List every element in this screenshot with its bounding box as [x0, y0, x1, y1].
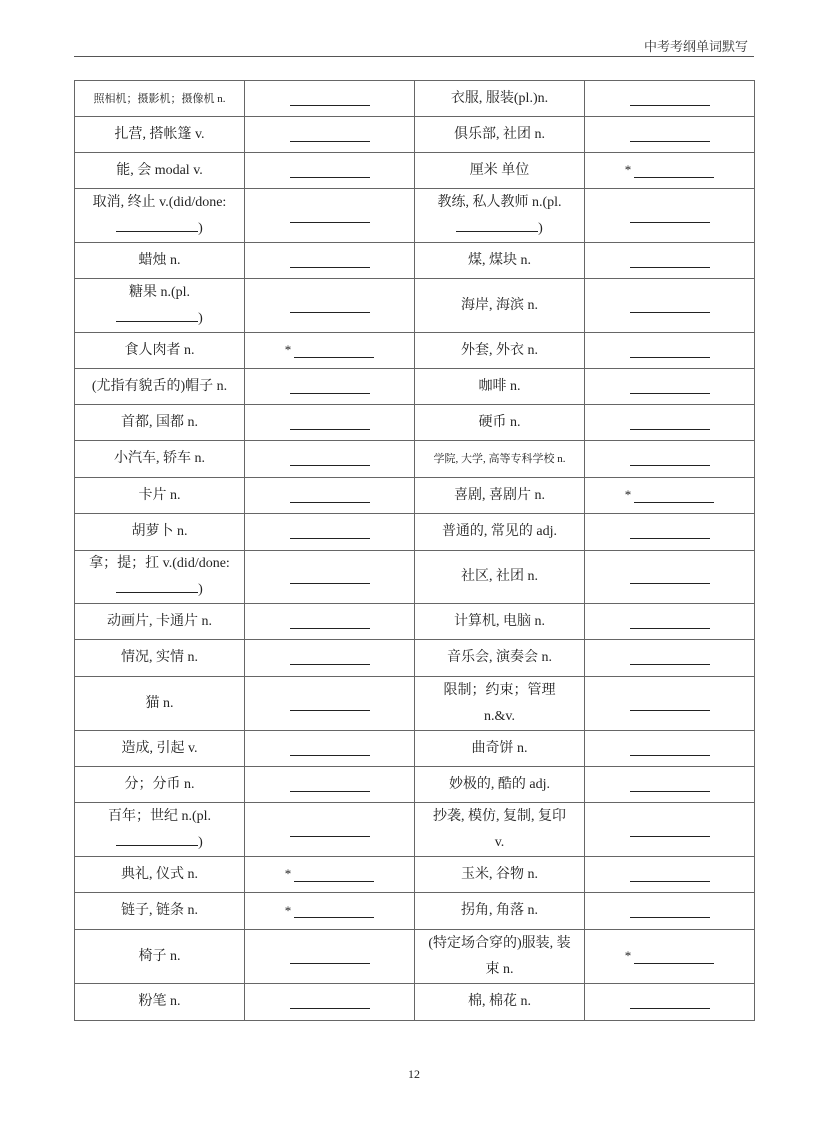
right-word-text: 教练, 私人教师 n.(pl. [437, 194, 562, 210]
left-answer-blank[interactable] [294, 903, 374, 918]
left-word-tail: ) [198, 220, 203, 236]
left-word-cell [75, 893, 245, 930]
left-answer-blank[interactable] [290, 569, 370, 584]
right-word-text: 拐角, 角落 n. [461, 903, 538, 918]
right-word-text: 俱乐部, 社团 n. [454, 126, 545, 142]
left-word-text: (尤指有貌舌的)帽子 n. [91, 378, 228, 394]
right-word-text: 学院, 大学, 高等专科学校 n. [433, 453, 566, 465]
left-answer-cell [245, 984, 415, 1021]
left-word-cell [75, 333, 245, 369]
right-word-text: 衣服, 服装(pl.)n. [450, 90, 549, 106]
left-word-cell [75, 279, 245, 333]
right-word-cell [415, 640, 585, 677]
right-word-cell [415, 405, 585, 441]
left-answer-blank[interactable] [290, 208, 370, 223]
right-word-text: 妙极的, 酷的 adj. [448, 776, 551, 792]
vocab-table-body [75, 81, 755, 1021]
left-answer-cell [245, 640, 415, 677]
left-answer-blank[interactable] [290, 415, 370, 430]
right-word-text: 抄袭, 模仿, 复制, 复印 [433, 808, 566, 824]
table-row [75, 640, 755, 677]
right-word-text: 硬币 n. [478, 414, 521, 430]
left-word-text: 猫 n. [145, 695, 174, 711]
left-answer-cell [245, 81, 415, 117]
left-answer-blank[interactable] [294, 867, 374, 882]
right-word-continuation: v. [494, 834, 505, 850]
left-word-cell [75, 441, 245, 478]
right-answer-blank[interactable] [630, 379, 710, 394]
right-answer-blank[interactable] [630, 208, 710, 223]
left-form-blank[interactable] [116, 578, 198, 593]
right-word-cell [415, 369, 585, 405]
table-row [75, 279, 755, 333]
left-word-text: 典礼, 仪式 n. [121, 866, 198, 882]
left-answer-cell [245, 405, 415, 441]
right-answer-cell [585, 767, 755, 803]
left-answer-blank[interactable] [290, 696, 370, 711]
left-answer-cell [245, 604, 415, 640]
left-word-text: 椅子 n. [138, 948, 181, 964]
left-word-cell [75, 857, 245, 893]
right-word-text: 玉米, 谷物 n. [461, 866, 538, 882]
table-row [75, 441, 755, 478]
right-answer-cell [585, 984, 755, 1021]
left-answer-cell [245, 930, 415, 984]
left-word-cell [75, 117, 245, 153]
right-answer-blank[interactable] [630, 415, 710, 430]
left-word-cell [75, 640, 245, 677]
left-word-text: 胡萝卜 n. [131, 524, 188, 539]
right-answer-cell [585, 441, 755, 478]
left-answer-cell [245, 279, 415, 333]
left-word-cell [75, 81, 245, 117]
header-title: 中考考纲单词默写 [643, 39, 748, 54]
right-word-text: 曲奇饼 n. [471, 740, 528, 756]
left-answer-blank[interactable] [290, 524, 370, 539]
left-answer-blank[interactable] [290, 379, 370, 394]
left-answer-cell [245, 514, 415, 551]
left-answer-cell [245, 551, 415, 604]
left-answer-cell [245, 677, 415, 731]
page-number: 12 [408, 1067, 420, 1081]
left-word-text: 小汽车, 轿车 n. [114, 451, 205, 466]
right-word-text: 咖啡 n. [478, 378, 521, 394]
table-row [75, 153, 755, 189]
right-word-cell [415, 189, 585, 243]
star-marker: * [284, 866, 292, 882]
left-word-text: 扎营, 搭帐篷 v. [114, 126, 205, 142]
left-answer-cell [245, 857, 415, 893]
right-word-cell [415, 153, 585, 189]
table-row [75, 731, 755, 767]
star-marker: * [284, 342, 292, 358]
right-word-cell [415, 478, 585, 514]
right-answer-blank[interactable] [630, 91, 710, 106]
table-row [75, 677, 755, 731]
left-answer-cell [245, 153, 415, 189]
right-word-text: 煤, 煤块 n. [468, 252, 531, 268]
right-answer-cell [585, 857, 755, 893]
right-word-cell [415, 857, 585, 893]
star-marker: * [624, 948, 632, 964]
left-word-text: 链子, 链条 n. [121, 903, 198, 918]
right-word-text: 计算机, 电脑 n. [454, 613, 545, 629]
left-answer-cell [245, 478, 415, 514]
right-answer-cell [585, 930, 755, 984]
left-answer-cell [245, 803, 415, 857]
right-answer-cell [585, 731, 755, 767]
table-row [75, 803, 755, 857]
left-answer-blank[interactable] [290, 949, 370, 964]
left-answer-blank[interactable] [290, 650, 370, 665]
right-answer-cell [585, 369, 755, 405]
left-answer-blank[interactable] [290, 741, 370, 756]
left-word-text: 首都, 国都 n. [121, 414, 198, 430]
left-word-cell [75, 767, 245, 803]
right-answer-blank[interactable] [630, 777, 710, 792]
left-form-blank[interactable] [116, 831, 198, 846]
left-word-text: 卡片 n. [138, 487, 181, 503]
right-word-cell [415, 279, 585, 333]
right-word-text: 外套, 外衣 n. [461, 342, 538, 358]
right-word-cell [415, 81, 585, 117]
left-word-cell [75, 153, 245, 189]
right-answer-blank[interactable] [634, 949, 714, 964]
left-word-text: 取消, 终止 v.(did/done: [92, 194, 227, 210]
star-marker: * [624, 487, 632, 503]
left-word-text: 照相机；摄影机；摄像机 n. [93, 92, 226, 105]
table-row [75, 478, 755, 514]
right-word-text: 厘米 单位 [469, 162, 530, 178]
right-word-text: 音乐会, 演奏会 n. [447, 650, 552, 665]
right-answer-cell [585, 803, 755, 857]
left-word-text: 造成, 引起 v. [121, 740, 198, 756]
left-answer-blank[interactable] [290, 777, 370, 792]
right-word-cell [415, 767, 585, 803]
left-answer-blank[interactable] [290, 614, 370, 629]
right-word-cell [415, 604, 585, 640]
left-answer-blank[interactable] [290, 994, 370, 1009]
right-answer-cell [585, 243, 755, 279]
right-word-cell [415, 117, 585, 153]
left-word-cell [75, 405, 245, 441]
left-word-cell [75, 803, 245, 857]
left-answer-cell [245, 333, 415, 369]
right-word-text: 限制；约束；管理 [443, 682, 556, 698]
right-word-cell [415, 514, 585, 551]
table-row [75, 514, 755, 551]
right-answer-cell [585, 117, 755, 153]
right-answer-cell [585, 604, 755, 640]
right-word-text: (特定场合穿的)服装, 装 [428, 935, 571, 951]
left-answer-cell [245, 731, 415, 767]
left-word-text: 糖果 n.(pl. [128, 284, 191, 300]
left-answer-blank[interactable] [290, 298, 370, 313]
left-word-cell [75, 478, 245, 514]
table-row [75, 189, 755, 243]
left-answer-blank[interactable] [290, 253, 370, 268]
star-marker: * [624, 162, 632, 178]
right-word-text: 普通的, 常见的 adj. [441, 524, 558, 539]
right-answer-blank[interactable] [630, 696, 710, 711]
right-word-continuation: n.&v. [484, 708, 515, 724]
right-word-cell [415, 441, 585, 478]
table-row [75, 369, 755, 405]
right-word-text: 喜剧, 喜剧片 n. [454, 487, 545, 503]
right-word-continuation: 束 n. [485, 961, 514, 977]
page-header [74, 36, 754, 57]
left-word-text: 情况, 实情 n. [121, 650, 198, 665]
left-word-tail: ) [198, 310, 203, 326]
right-word-cell [415, 984, 585, 1021]
vocab-table [74, 80, 755, 1021]
table-row [75, 117, 755, 153]
right-answer-cell [585, 677, 755, 731]
right-word-text: 棉, 棉花 n. [468, 994, 531, 1009]
right-answer-cell [585, 478, 755, 514]
left-word-text: 能, 会 modal v. [116, 162, 203, 178]
table-row [75, 405, 755, 441]
table-row [75, 81, 755, 117]
table-row [75, 893, 755, 930]
left-answer-cell [245, 189, 415, 243]
right-word-cell [415, 893, 585, 930]
right-answer-blank[interactable] [630, 741, 710, 756]
left-form-blank[interactable] [116, 217, 198, 232]
left-word-tail: ) [198, 834, 203, 850]
left-answer-blank[interactable] [294, 343, 374, 358]
right-answer-cell [585, 405, 755, 441]
left-answer-blank[interactable] [290, 488, 370, 503]
right-answer-cell [585, 640, 755, 677]
left-answer-cell [245, 441, 415, 478]
left-word-cell [75, 369, 245, 405]
left-answer-blank[interactable] [290, 91, 370, 106]
right-answer-blank[interactable] [630, 903, 710, 918]
table-row [75, 243, 755, 279]
left-answer-cell [245, 767, 415, 803]
right-answer-blank[interactable] [630, 343, 710, 358]
left-answer-cell [245, 893, 415, 930]
left-word-text: 食人肉者 n. [124, 342, 195, 358]
left-word-cell [75, 984, 245, 1021]
table-row [75, 930, 755, 984]
left-word-text: 百年；世纪 n.(pl. [107, 808, 212, 824]
left-answer-blank[interactable] [290, 127, 370, 142]
right-word-text: 海岸, 海滨 n. [461, 297, 538, 313]
right-word-text: 社区, 社团 n. [461, 569, 538, 584]
right-word-tail: ) [538, 220, 543, 236]
right-answer-blank[interactable] [630, 867, 710, 882]
right-answer-cell [585, 551, 755, 604]
right-answer-cell [585, 893, 755, 930]
left-word-text: 动画片, 卡通片 n. [107, 613, 212, 629]
table-row [75, 857, 755, 893]
left-word-cell [75, 243, 245, 279]
right-answer-blank[interactable] [630, 253, 710, 268]
left-answer-blank[interactable] [290, 163, 370, 178]
table-row [75, 984, 755, 1021]
right-word-cell [415, 677, 585, 731]
right-answer-blank[interactable] [634, 488, 714, 503]
left-answer-cell [245, 117, 415, 153]
right-answer-blank[interactable] [630, 451, 710, 466]
right-answer-blank[interactable] [630, 614, 710, 629]
left-word-cell [75, 930, 245, 984]
left-word-cell [75, 514, 245, 551]
right-answer-blank[interactable] [630, 994, 710, 1009]
left-word-cell [75, 189, 245, 243]
right-answer-cell [585, 514, 755, 551]
right-word-cell [415, 551, 585, 604]
right-word-cell [415, 930, 585, 984]
right-answer-blank[interactable] [630, 569, 710, 584]
right-word-cell [415, 333, 585, 369]
left-answer-blank[interactable] [290, 822, 370, 837]
left-word-text: 粉笔 n. [138, 994, 181, 1009]
right-answer-cell [585, 279, 755, 333]
right-answer-blank[interactable] [630, 650, 710, 665]
left-form-blank[interactable] [116, 307, 198, 322]
left-answer-cell [245, 369, 415, 405]
left-word-tail: ) [198, 582, 203, 597]
right-answer-cell [585, 153, 755, 189]
right-answer-blank[interactable] [630, 298, 710, 313]
right-answer-cell [585, 189, 755, 243]
table-row [75, 767, 755, 803]
table-row [75, 604, 755, 640]
right-word-cell [415, 803, 585, 857]
left-word-text: 分；分币 n. [124, 776, 195, 792]
right-word-cell [415, 731, 585, 767]
right-answer-blank[interactable] [630, 524, 710, 539]
left-word-text: 蜡烛 n. [138, 252, 181, 268]
right-answer-blank[interactable] [630, 822, 710, 837]
star-marker: * [284, 902, 292, 918]
table-row [75, 333, 755, 369]
left-word-cell [75, 731, 245, 767]
left-word-cell [75, 604, 245, 640]
left-word-text: 拿；提；扛 v.(did/done: [89, 556, 230, 571]
table-row [75, 551, 755, 604]
right-word-cell [415, 243, 585, 279]
right-answer-blank[interactable] [634, 163, 714, 178]
left-word-cell [75, 551, 245, 604]
left-answer-cell [245, 243, 415, 279]
right-answer-cell [585, 81, 755, 117]
right-form-blank[interactable] [456, 217, 538, 232]
left-answer-blank[interactable] [290, 451, 370, 466]
left-word-cell [75, 677, 245, 731]
right-answer-cell [585, 333, 755, 369]
right-answer-blank[interactable] [630, 127, 710, 142]
